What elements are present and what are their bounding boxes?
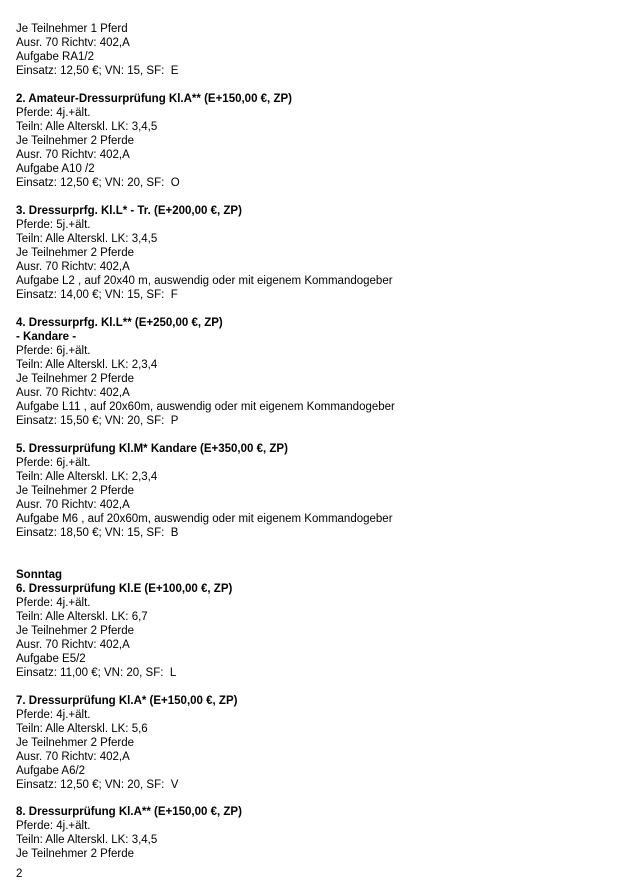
section-line: Einsatz: 14,00 €; VN: 15, SF: F <box>16 289 178 301</box>
section-line: Pferde: 4j.+ält. <box>16 107 91 119</box>
section-line: Pferde: 4j.+ält. <box>16 820 91 832</box>
section-line: Aufgabe A10 /2 <box>16 163 95 175</box>
section-line: Teiln: Alle Alterskl. LK: 3,4,5 <box>16 121 158 133</box>
intro-line: Aufgabe RA1/2 <box>16 51 95 63</box>
section-title: 7. Dressurprüfung Kl.A* (E+150,00 €, ZP) <box>16 695 238 707</box>
section-line: Teiln: Alle Alterskl. LK: 2,3,4 <box>16 471 158 483</box>
section-line: Teiln: Alle Alterskl. LK: 6,7 <box>16 611 148 623</box>
section-line: Ausr. 70 Richtv: 402,A <box>16 499 130 511</box>
section-line: Je Teilnehmer 2 Pferde <box>16 247 135 259</box>
section-line: Ausr. 70 Richtv: 402,A <box>16 639 130 651</box>
section-line: Pferde: 4j.+ält. <box>16 709 91 721</box>
section-line: Aufgabe L11 , auf 20x60m, auswendig oder mit eigenem Kommandogeber <box>16 401 395 413</box>
section-line: Einsatz: 18,50 €; VN: 15, SF: B <box>16 527 179 539</box>
section-title: 5. Dressurprüfung Kl.M* Kandare (E+350,00 €, ZP) <box>16 443 288 455</box>
section-title: 2. Amateur-Dressurprüfung Kl.A** (E+150,00 €, ZP) <box>16 93 292 105</box>
section-line: Einsatz: 12,50 €; VN: 20, SF: O <box>16 177 180 189</box>
section-line: Je Teilnehmer 2 Pferde <box>16 737 135 749</box>
intro-line: Je Teilnehmer 1 Pferd <box>16 23 128 35</box>
section-line: Einsatz: 12,50 €; VN: 20, SF: V <box>16 779 179 791</box>
section-line: Pferde: 5j.+ält. <box>16 219 91 231</box>
section-line: Einsatz: 15,50 €; VN: 20, SF: P <box>16 415 179 427</box>
section-title: 3. Dressurprfg. Kl.L* - Tr. (E+200,00 €, ZP) <box>16 205 242 217</box>
section-line: Ausr. 70 Richtv: 402,A <box>16 149 130 161</box>
section-line: Aufgabe E5/2 <box>16 653 86 665</box>
section-title: 4. Dressurprfg. Kl.L** (E+250,00 €, ZP) <box>16 317 223 329</box>
section-title: 8. Dressurprüfung Kl.A** (E+150,00 €, ZP) <box>16 806 242 818</box>
section-line: Ausr. 70 Richtv: 402,A <box>16 261 130 273</box>
section-line: Teiln: Alle Alterskl. LK: 2,3,4 <box>16 359 158 371</box>
section-line: Teiln: Alle Alterskl. LK: 5,6 <box>16 723 148 735</box>
section-line: Aufgabe M6 , auf 20x60m, auswendig oder mit eigenem Kommandogeber <box>16 513 393 525</box>
section-line: Ausr. 70 Richtv: 402,A <box>16 751 130 763</box>
section-line: Je Teilnehmer 2 Pferde <box>16 848 135 860</box>
section-line: Pferde: 6j.+ält. <box>16 457 91 469</box>
section-line: Pferde: 4j.+ält. <box>16 597 91 609</box>
section-line: Aufgabe A6/2 <box>16 765 86 777</box>
day-heading: Sonntag <box>16 569 62 581</box>
section-line: Pferde: 6j.+ält. <box>16 345 91 357</box>
intro-line: Einsatz: 12,50 €; VN: 15, SF: E <box>16 65 179 77</box>
section-line: Je Teilnehmer 2 Pferde <box>16 373 135 385</box>
section-title: 6. Dressurprüfung Kl.E (E+100,00 €, ZP) <box>16 583 233 595</box>
section-line: Je Teilnehmer 2 Pferde <box>16 485 135 497</box>
intro-line: Ausr. 70 Richtv: 402,A <box>16 37 130 49</box>
section-line: Teiln: Alle Alterskl. LK: 3,4,5 <box>16 834 158 846</box>
section-line: Ausr. 70 Richtv: 402,A <box>16 387 130 399</box>
section-line: Je Teilnehmer 2 Pferde <box>16 135 135 147</box>
page-number: 2 <box>16 868 23 880</box>
section-line: Je Teilnehmer 2 Pferde <box>16 625 135 637</box>
section-line: Einsatz: 11,00 €; VN: 20, SF: L <box>16 667 177 679</box>
section-subtitle: - Kandare - <box>16 331 77 343</box>
section-line: Aufgabe L2 , auf 20x40 m, auswendig oder mit eigenem Kommandogeber <box>16 275 393 287</box>
section-line: Teiln: Alle Alterskl. LK: 3,4,5 <box>16 233 158 245</box>
